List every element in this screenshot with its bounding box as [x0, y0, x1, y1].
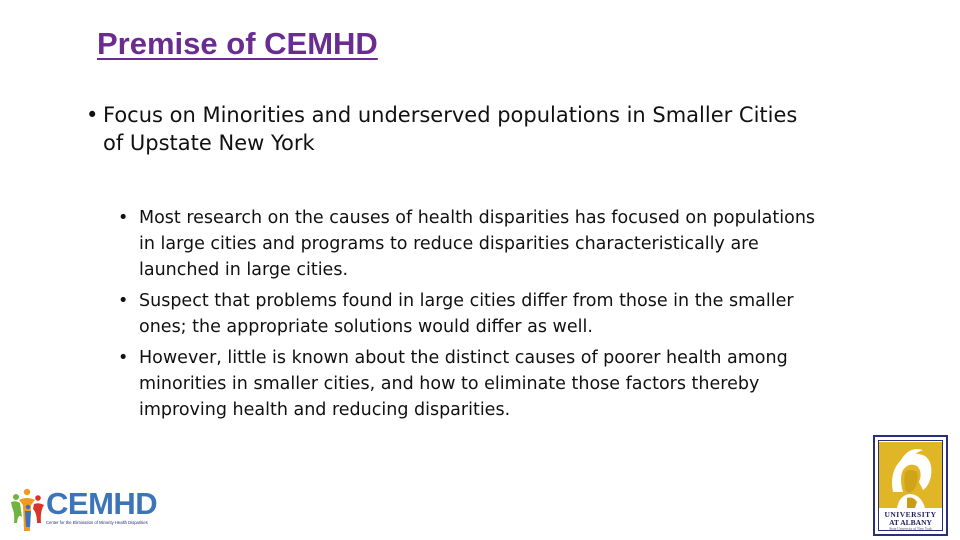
ualbany-logo	[873, 435, 948, 536]
sub-bullet-text: Suspect that problems found in large cities differ from those in the smaller ones; the appropriate solutions would differ as well.	[139, 291, 794, 337]
sub-bullet	[118, 288, 818, 340]
main-bullet	[86, 101, 806, 157]
sub-bullet-text: Most research on the causes of health disparities has focused on populations in large cities and programs to reduce disparities characteristically are launched in large cities.	[139, 208, 816, 280]
sub-bullet-text: However, little is known about the distinct causes of poorer health among minorities in smaller cities, and how to eliminate those factors thereby improving health and reducing disparities.	[139, 348, 788, 420]
ualbany-line-3: State University of New York	[889, 527, 932, 531]
ualbany-line-2: AT ALBANY	[889, 518, 932, 527]
sub-bullet-list	[118, 205, 818, 428]
cemhd-tagline: Center for the Elimination of Minority Health Disparities	[46, 520, 148, 525]
main-bullet-text: Focus on Minorities and underserved populations in Smaller Cities of Upstate New York	[103, 103, 798, 155]
bullet-glyph: •	[118, 348, 129, 368]
bullet-glyph: •	[118, 291, 129, 311]
sub-bullet	[118, 205, 818, 283]
cemhd-wordmark: CEMHD	[46, 486, 158, 521]
bullet-glyph: •	[86, 103, 99, 127]
sub-bullet	[118, 345, 818, 423]
minerva-head-icon	[879, 442, 942, 508]
cemhd-logo	[10, 487, 160, 533]
bullet-glyph: •	[118, 208, 129, 228]
people-figures-icon	[10, 487, 46, 533]
ualbany-logo-frame	[878, 440, 943, 531]
slide-title: Premise of CEMHD	[97, 26, 378, 61]
ualbany-line-1: UNIVERSITY	[884, 510, 937, 519]
